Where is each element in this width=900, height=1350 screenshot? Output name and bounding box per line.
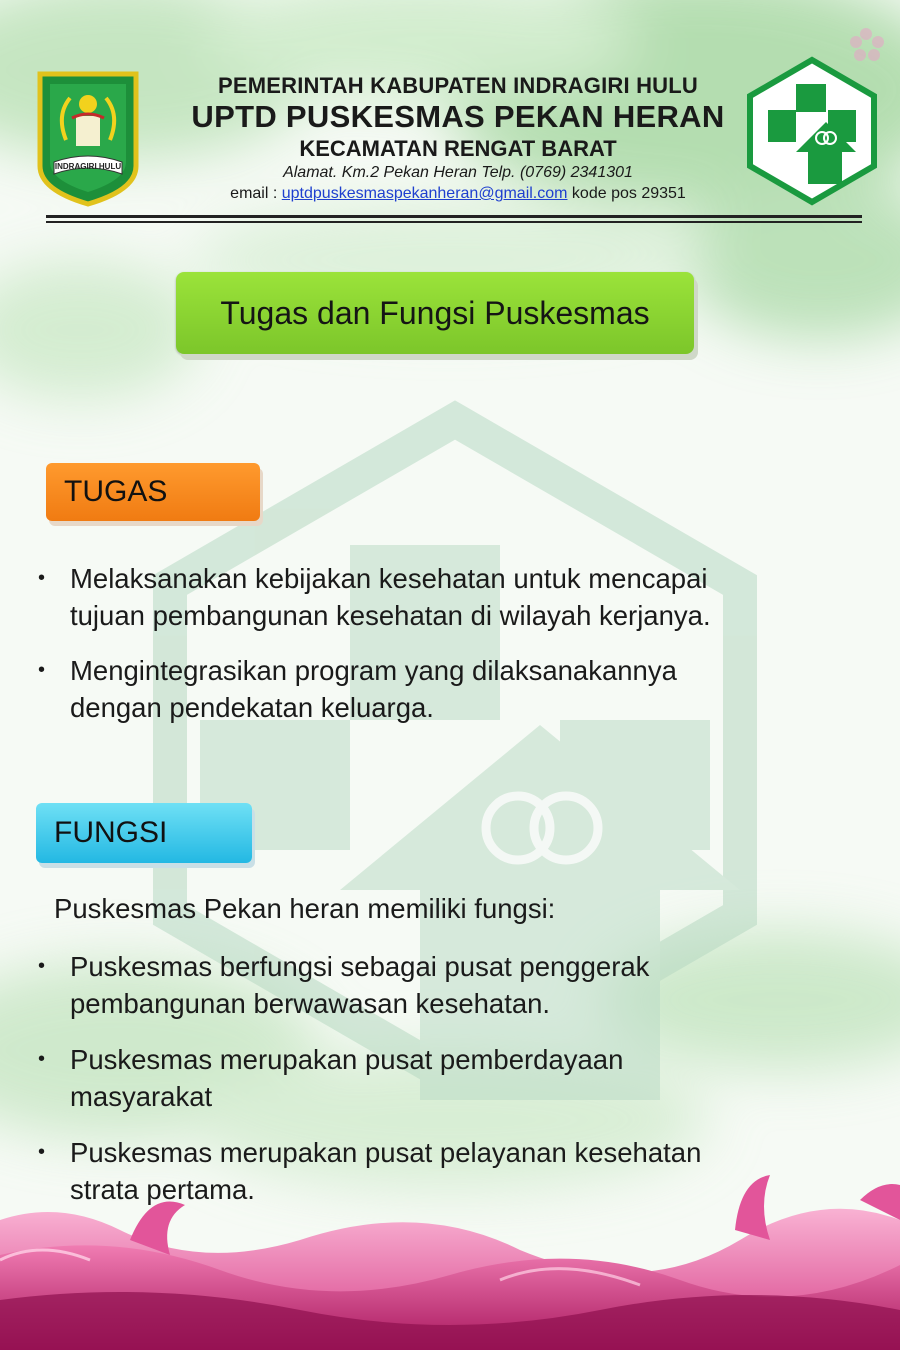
header-address: Alamat. Km.2 Pekan Heran Telp. (0769) 2341301 [283, 164, 633, 181]
fungsi-heading: FUNGSI [36, 803, 252, 863]
regency-crest-icon [36, 70, 140, 208]
header-institution: UPTD PUSKESMAS PEKAN HERAN [191, 99, 725, 134]
header-divider [46, 215, 862, 218]
letterhead [0, 0, 900, 230]
header-contact [178, 185, 738, 203]
email-link[interactable]: uptdpuskesmaspekanheran@gmail.com [281, 185, 568, 202]
header-government: PEMERINTAH KABUPATEN INDRAGIRI HULU [218, 73, 698, 98]
header-district: KECAMATAN RENGAT BARAT [299, 136, 617, 161]
tugas-heading: TUGAS [46, 463, 260, 521]
puskesmas-logo-icon [746, 56, 878, 206]
list-item-text: Puskesmas merupakan pusat pelayanan kesehatan strata pertama. [70, 1137, 702, 1205]
list-item-text: Mengintegrasikan program yang dilaksanakannya dengan pendekatan keluarga. [70, 655, 677, 723]
list-item-text: Puskesmas berfungsi sebagai pusat penggerak pembangunan berwawasan kesehatan. [70, 951, 650, 1019]
bullet-dot: • [38, 955, 46, 977]
page-title: Tugas dan Fungsi Puskesmas [176, 272, 694, 354]
bullet-dot: • [38, 567, 46, 589]
pink-wave-footer [0, 1160, 900, 1350]
bullet-dot: • [38, 1048, 46, 1070]
bullet-dot: • [38, 1141, 46, 1163]
fungsi-intro: Puskesmas Pekan heran memiliki fungsi: [54, 893, 556, 924]
header-divider-thin [46, 221, 862, 223]
list-item-text: Puskesmas merupakan pusat pemberdayaan masyarakat [70, 1044, 624, 1112]
email-label: email : [230, 185, 282, 202]
crest-text: INDRAGIRI HULU [54, 162, 122, 171]
postal-code: kode pos 29351 [567, 185, 686, 202]
bullet-dot: • [38, 659, 46, 681]
list-item-text: Melaksanakan kebijakan kesehatan untuk mencapai tujuan pembangunan kesehatan di wilayah kerjanya. [70, 563, 711, 631]
